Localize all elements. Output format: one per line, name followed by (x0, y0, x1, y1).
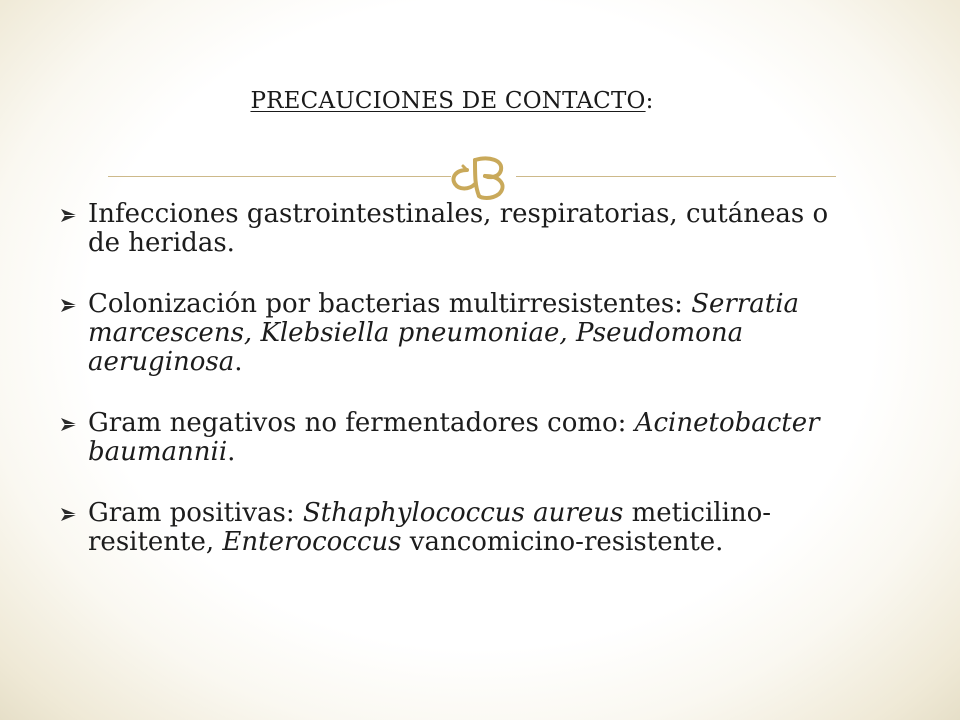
bullet-species: Acinetobacter baumannii (88, 408, 820, 467)
flourish-ornament-icon (445, 146, 521, 206)
bullet-text: Gram positivas: (88, 498, 303, 528)
bullet-item (60, 499, 850, 557)
bullet-list (60, 200, 850, 589)
divider-left (108, 176, 451, 177)
bullet-text-mid: meticilino-resitente, (88, 498, 772, 557)
bullet-end: vancomicino-resistente. (401, 527, 724, 557)
bullet-species: Enterococcus (222, 527, 402, 557)
bullet-text: Gram negativos no fermentadores como: (88, 408, 635, 438)
arrow-bullet-icon (60, 208, 78, 223)
divider-right (516, 176, 836, 177)
bullet-species: Sthaphylococcus aureus (302, 498, 624, 528)
bullet-item (60, 200, 850, 258)
slide-title (0, 88, 904, 114)
bullet-species: Serratia marcescens, Klebsiella pneumoniae, Pseudomona aeruginosa (88, 289, 800, 377)
bullet-text: Colonización por bacterias multirresistentes: (88, 289, 692, 319)
bullet-item (60, 290, 850, 377)
slide-title-text: PRECAUCIONES DE CONTACTO (250, 88, 646, 114)
arrow-bullet-icon (60, 298, 78, 313)
bullet-end: . (227, 437, 236, 467)
arrow-bullet-icon (60, 507, 78, 522)
bullet-end: . (234, 347, 243, 377)
slide-title-colon: : (645, 88, 654, 114)
bullet-text: Infecciones gastrointestinales, respiratorias, cutáneas o de heridas. (88, 199, 829, 258)
arrow-bullet-icon (60, 417, 78, 432)
bullet-item (60, 409, 850, 467)
